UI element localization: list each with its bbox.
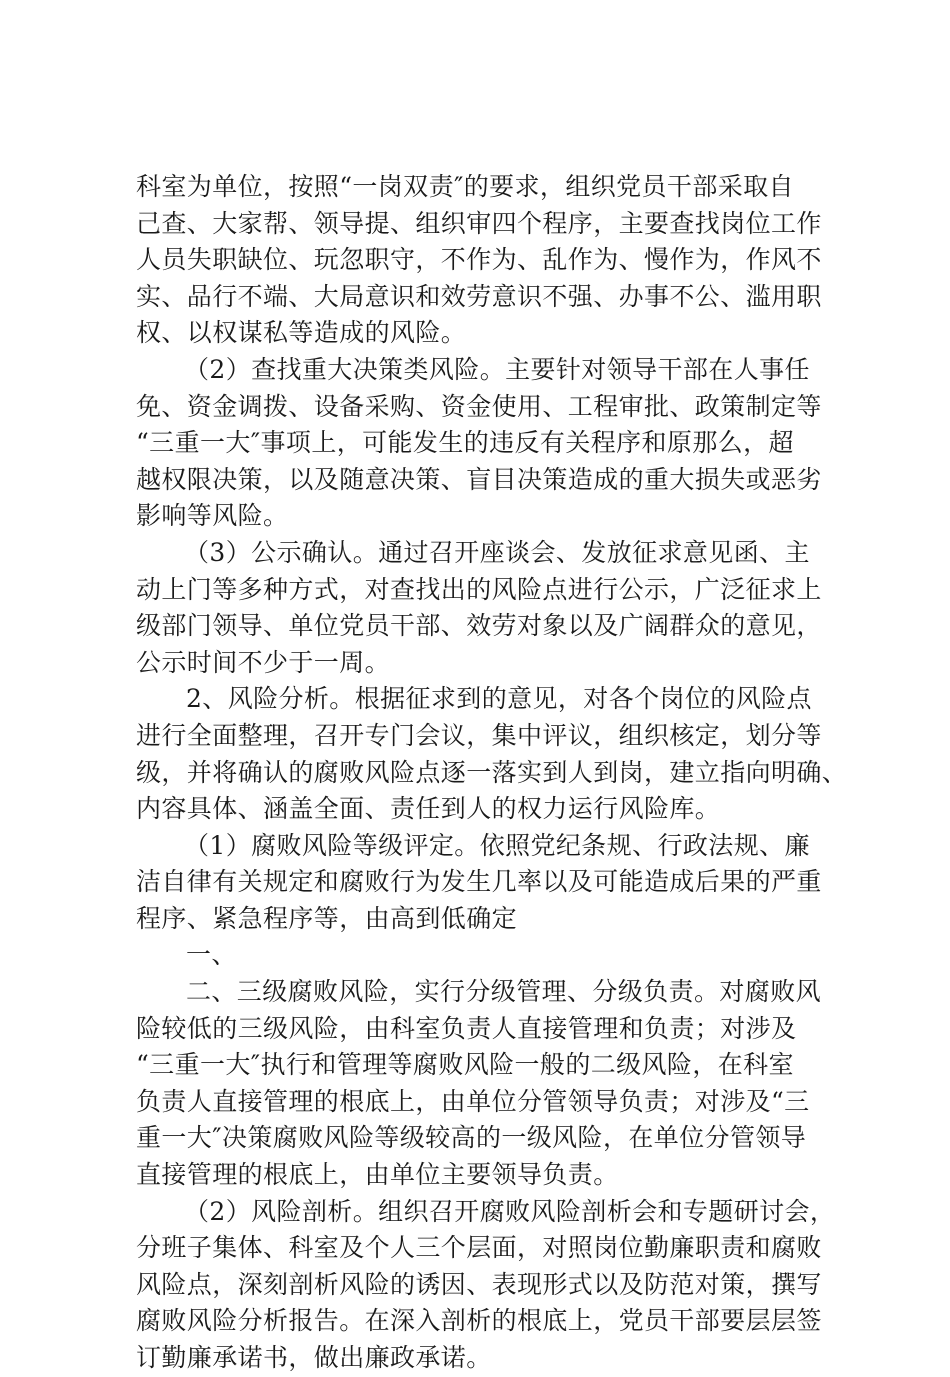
text-line: 级，并将确认的腐败风险点逐一落实到人到岗，建立指向明确、: [136, 757, 848, 787]
text-line: （1）腐败风险等级评定。依照党纪条规、行政法规、廉: [184, 830, 810, 860]
document-body: [136, 169, 848, 1377]
text-line: 订勤廉承诺书，做出廉政承诺。: [136, 1343, 492, 1372]
text-line: 人员失职缺位、玩忽职守，不作为、乱作为、慢作为，作风不: [136, 245, 822, 275]
text-line: （3）公示确认。通过召开座谈会、发放征求意见函、主: [184, 537, 810, 567]
text-line: 程序、紧急程序等，由高到低确定: [136, 903, 518, 933]
text-line: 实、品行不端、大局意识和效劳意识不强、办事不公、滥用职: [136, 281, 822, 311]
text-line: 二、三级腐败风险，实行分级管理、分级负责。对腐败风: [186, 977, 822, 1007]
text-line: 重一大″决策腐败风险等级较高的一级风险，在单位分管领导: [136, 1123, 807, 1153]
text-line: 进行全面整理，召开专门会议，集中评议，组织核定，划分等: [136, 720, 822, 750]
text-line: 内容具体、涵盖全面、责任到人的权力运行风险库。: [136, 794, 721, 824]
text-line: （2）风险剖析。组织召开腐败风险剖析会和专题研讨会，: [184, 1196, 836, 1226]
text-line: 科室为单位，按照“一岗双责″的要求，组织党员干部采取自: [136, 172, 794, 201]
text-line: 己查、大家帮、领导提、组织审四个程序，主要查找岗位工作: [136, 208, 822, 238]
text-line: 一、: [186, 940, 237, 970]
text-line: “三重一大″执行和管理等腐败风险一般的二级风险，在科室: [136, 1050, 794, 1080]
text-line: 洁自律有关规定和腐败行为发生几率以及可能造成后果的严重: [136, 867, 822, 897]
text-line: 影响等风险。: [136, 501, 289, 531]
text-line: 直接管理的根底上，由单位主要领导负责。: [136, 1160, 619, 1190]
text-line: 负责人直接管理的根底上，由单位分管领导负责；对涉及“三: [136, 1086, 810, 1116]
text-line: 风险点，深刻剖析风险的诱因、表现形式以及防范对策，撰写: [136, 1269, 822, 1299]
text-line: 免、资金调拨、设备采购、资金使用、工程审批、政策制定等: [136, 391, 822, 421]
text-line: 分班子集体、科室及个人三个层面，对照岗位勤廉职责和腐败: [136, 1233, 822, 1263]
text-line: 权、以权谋私等造成的风险。: [136, 318, 467, 348]
text-line: 公示时间不少于一周。: [136, 647, 391, 677]
text-line: （2）查找重大决策类风险。主要针对领导干部在人事任: [184, 354, 810, 384]
text-line: “三重一大″事项上，可能发生的违反有关程序和原那么，超: [136, 428, 794, 458]
text-line: 动上门等多种方式，对查找出的风险点进行公示，广泛征求上: [136, 574, 822, 604]
text-line: 腐败风险分析报告。在深入剖析的根底上，党员干部要层层签: [136, 1306, 822, 1336]
text-line: 险较低的三级风险，由科室负责人直接管理和负责；对涉及: [136, 1013, 797, 1043]
text-line: 级部门领导、单位党员干部、效劳对象以及广阔群众的意见，: [136, 611, 822, 641]
text-line: 越权限决策，以及随意决策、盲目决策造成的重大损失或恶劣: [136, 464, 822, 494]
text-line: 2、风险分析。根据征求到的意见，对各个岗位的风险点: [186, 684, 812, 714]
